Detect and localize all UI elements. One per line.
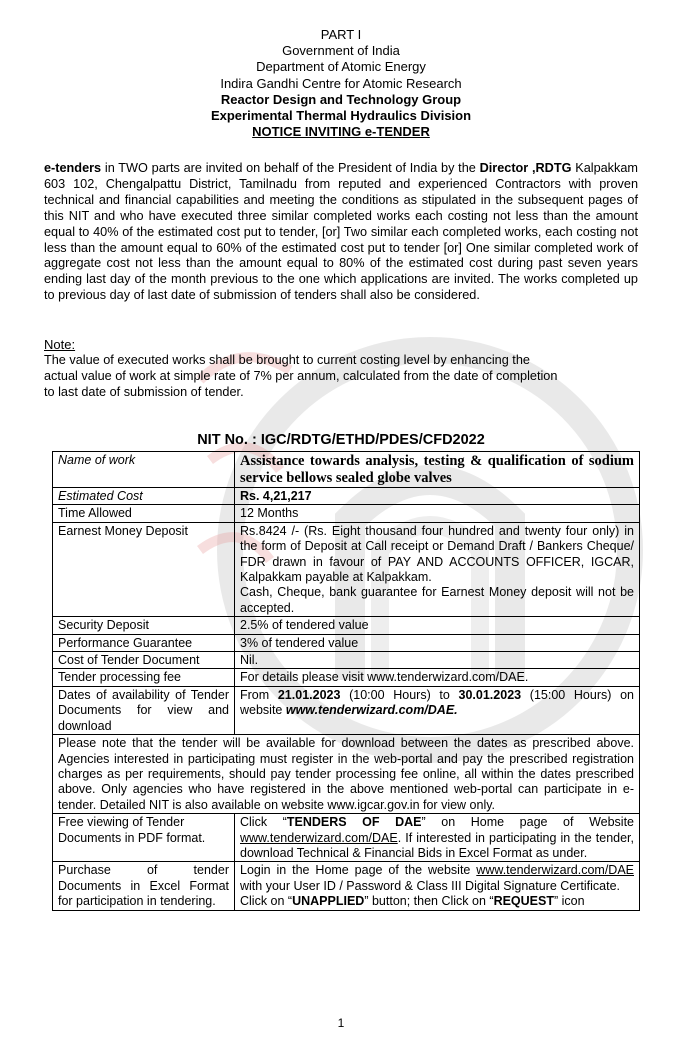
tender-website-link[interactable]: www.tenderwizard.com/DAE. — [285, 703, 458, 718]
free-text: ” on Home page of Website — [421, 815, 635, 830]
performance-guarantee-label: Performance Guarantee — [53, 634, 235, 651]
security-deposit-label: Security Deposit — [53, 617, 235, 634]
name-of-work-value: Assistance towards analysis, testing & qualification of sodium service bellows sealed globe valves — [235, 452, 640, 488]
request-label: REQUEST — [493, 894, 554, 909]
part-label: PART I — [320, 27, 362, 42]
security-deposit-value: 2.5% of tendered value — [235, 617, 640, 634]
tenderwizard-link[interactable]: www.tenderwizard.com/DAE — [476, 863, 634, 878]
note-paragraph — [44, 353, 638, 401]
tender-details-table — [52, 451, 640, 911]
table-row — [53, 452, 640, 488]
purchase-value — [235, 862, 640, 910]
tenders-of-dae-label: TENDERS OF DAE — [286, 815, 422, 830]
table-row — [53, 686, 640, 734]
end-date: 30.01.2023 — [458, 687, 522, 702]
department-label: Department of Atomic Energy — [256, 59, 426, 75]
dates-text: From — [240, 687, 278, 702]
table-row — [53, 505, 640, 522]
name-of-work-label: Name of work — [53, 452, 235, 488]
start-date: 21.01.2023 — [277, 687, 341, 702]
dates-text: (15:00 Hours) on website — [240, 687, 634, 718]
table-row — [53, 652, 640, 669]
free-viewing-label: Free viewing of Tender Documents in PDF format. — [53, 814, 235, 862]
estimated-cost-label: Estimated Cost — [53, 488, 235, 505]
document-header — [0, 27, 682, 140]
note-line: actual value of work at simple rate of 7% per annum, calculated from the date of completion — [44, 368, 558, 383]
dates-text: (10:00 Hours) to — [340, 687, 459, 702]
table-row — [53, 617, 640, 634]
emd-text: Rs.8424 /- (Rs. Eight thousand four hundred and twenty four only) in the form of Deposit at Call receipt or Demand Draft / Bankers Cheque/ FDR drawn in favour of PAY AND ACCOUNTS OFFICER, IGCAR, Kalpakkam payable at Kalpakkam. — [240, 523, 634, 585]
nit-number: NIT No. : IGC/RDTG/ETHD/PDES/CFD2022 — [197, 432, 485, 448]
table-row — [53, 735, 640, 814]
table-row — [53, 522, 640, 616]
estimated-cost-value: Rs. 4,21,217 — [235, 488, 640, 505]
purchase-text: with your User ID / Password & Class III Digital Signature Certificate. — [240, 878, 620, 893]
availability-dates-label: Dates of availability of Tender Documents for view and download — [53, 686, 235, 734]
division-label: Experimental Thermal Hydraulics Division — [210, 108, 472, 124]
centre-label: Indira Gandhi Centre for Atomic Research — [220, 75, 462, 91]
notice-title: NOTICE INVITING e-TENDER — [252, 124, 430, 140]
intro-paragraph — [44, 161, 638, 304]
please-note-text: Please note that the tender will be available for download between the dates as prescribed above. Agencies interested in participating must register in the web-portal and pay the prescribed registration charges as per requirements, should pay tender processing fee online, all within the dates prescribed above. Only agencies who have registered in the above mentioned web-portal can participate in e-tender. Detailed NIT is also available on website www.igcar.gov.in for view only. — [53, 735, 640, 814]
note-line: The value of executed works shall be brought to current costing level by enhancing the — [44, 353, 530, 367]
government-label: Government of India — [282, 43, 400, 59]
purchase-text: ” button; then Click on “ — [364, 894, 494, 909]
emd-label: Earnest Money Deposit — [53, 522, 235, 616]
performance-guarantee-value: 3% of tendered value — [235, 634, 640, 651]
group-label: Reactor Design and Technology Group — [220, 91, 462, 107]
purchase-label: Purchase of tender Documents in Excel Format for participation in tendering. — [53, 862, 235, 910]
purchase-text: ” icon — [554, 894, 585, 909]
free-viewing-value — [235, 814, 640, 862]
purchase-text: Login in the Home page of the website — [240, 863, 477, 878]
table-row — [53, 862, 640, 910]
free-text: . If interested in participating in the tender, download Technical & Financial Bids in Excel Format as under. — [240, 830, 634, 860]
tender-document-cost-value: Nil. — [235, 652, 640, 669]
note-heading: Note: — [44, 337, 76, 352]
emd-value — [235, 522, 640, 616]
table-row — [53, 814, 640, 862]
table-row — [53, 669, 640, 686]
intro-text-2: Kalpakkam 603 102, Chengalpattu District, Tamilnadu from reputed and experienced Contractors with proven technical and financial capabilities and meeting the conditions as stipulated in the subsequent pages of this NIT and who have executed three similar completed works each costing not less than the amount equal to 40% of the estimated cost put to tender, [or] Two similar each completed works, each costing not less than the amount equal to 60% of the estimated cost put to tender [or] One similar completed work of aggregate cost not less than the amount equal to 80% of the estimated cost during past seven years ending last day of the month previous to the one which applications are invited. The works completed up to previous day of last date of submission of tenders shall also be considered. — [44, 161, 638, 303]
table-row — [53, 634, 640, 651]
processing-fee-value: For details please visit www.tenderwizard.com/DAE. — [235, 669, 640, 686]
free-text: Click “ — [240, 815, 287, 830]
time-allowed-value: 12 Months — [235, 505, 640, 522]
processing-fee-label: Tender processing fee — [53, 669, 235, 686]
intro-lead: e-tenders — [44, 161, 102, 175]
unapplied-label: UNAPPLIED — [292, 894, 365, 909]
table-row — [53, 488, 640, 505]
intro-director: Director ,RDTG — [479, 161, 572, 175]
note-line: to last date of submission of tender. — [44, 384, 244, 399]
emd-text-2: Cash, Cheque, bank guarantee for Earnest Money deposit will not be accepted. — [240, 585, 634, 615]
purchase-text: Click on “ — [240, 894, 293, 909]
time-allowed-label: Time Allowed — [53, 505, 235, 522]
page-number: 1 — [337, 1016, 345, 1030]
intro-text-1: in TWO parts are invited on behalf of the President of India by the — [101, 161, 480, 175]
availability-dates-value — [235, 686, 640, 734]
tenderwizard-link[interactable]: www.tenderwizard.com/DAE — [240, 830, 398, 845]
tender-document-cost-label: Cost of Tender Document — [53, 652, 235, 669]
